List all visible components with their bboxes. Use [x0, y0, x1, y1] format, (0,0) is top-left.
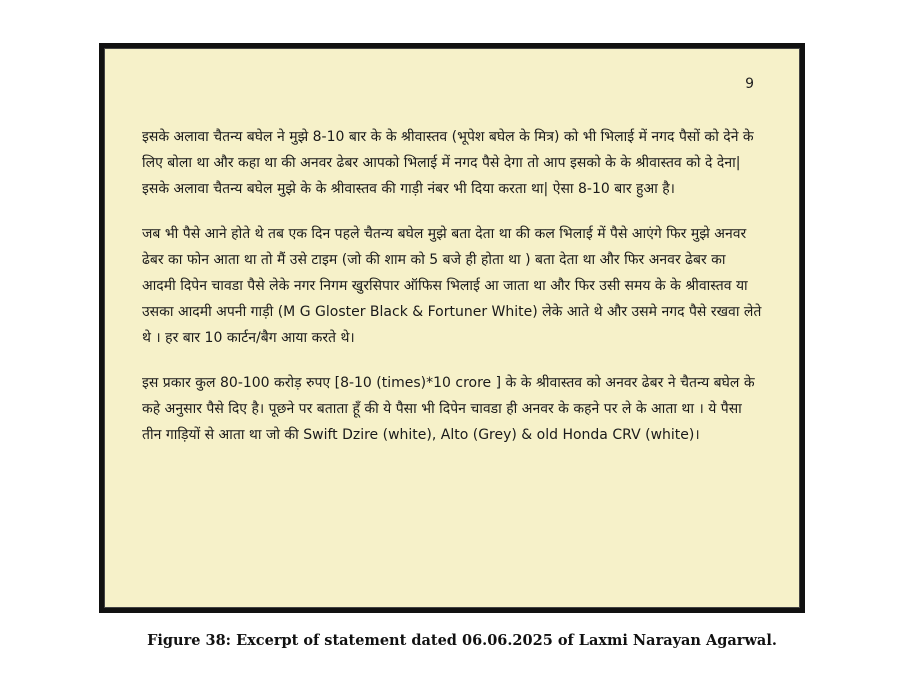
- figure-caption: Figure 38: Excerpt of statement dated 06.06.2025 of Laxmi Narayan Agarwal.: [147, 632, 777, 649]
- statement-text: [142, 124, 762, 466]
- scanned-statement-page: [99, 43, 805, 613]
- paragraph-1: इसके अलावा चैतन्य बघेल ने मुझे 8-10 बार के के श्रीवास्तव (भूपेश बघेल के मित्र) को भी भिलाई में नगद पैसों को देने के लिए बोला था और कहा था की अनवर ढेबर आपको भिलाई में नगद पैसे देगा तो आप इसको के के श्रीवास्तव को दे देना| इसके अलावा चैतन्य बघेल मुझे के के श्रीवास्तव की गाड़ी नंबर भी दिया करता था| ऐसा 8-10 बार हुआ है।: [142, 129, 754, 198]
- page-number: 9: [745, 76, 754, 92]
- paragraph-2: जब भी पैसे आने होते थे तब एक दिन पहले चैतन्य बघेल मुझे बता देता था की कल भिलाई में पैसे आएंगे फिर मुझे अनवर ढेबर का फोन आता था तो मैं उसे टाइम (जो की शाम को 5 बजे ही होता था ) बता देता था और फिर अनवर ढेबर का आदमी दिपेन चावडा पैसे लेके नगर निगम खुरसिपार ऑफिस भिलाई आ जाता था और फिर उसी समय के के श्रीवास्तव या उसका आदमी अपनी गाड़ी (M G Gloster Black & Fortuner White) लेके आते थे और उसमे नगद पैसे रखवा लेते थे । हर बार 10 कार्टन/बैग आया करते थे।: [142, 225, 762, 347]
- paragraph-3: इस प्रकार कुल 80-100 करोड़ रुपए [8-10 (times)*10 crore ] के के श्रीवास्तव को अनवर ढेबर ने चैतन्य बघेल के कहे अनुसार पैसे दिए है। पूछने पर बताता हूँ की ये पैसा भी दिपेन चावडा ही अनवर के कहने पर ले के आता था । ये पैसा तीन गाड़ियों से आता था जो की Swift Dzire (white), Alto (Grey) & old Honda CRV (white)।: [142, 374, 755, 444]
